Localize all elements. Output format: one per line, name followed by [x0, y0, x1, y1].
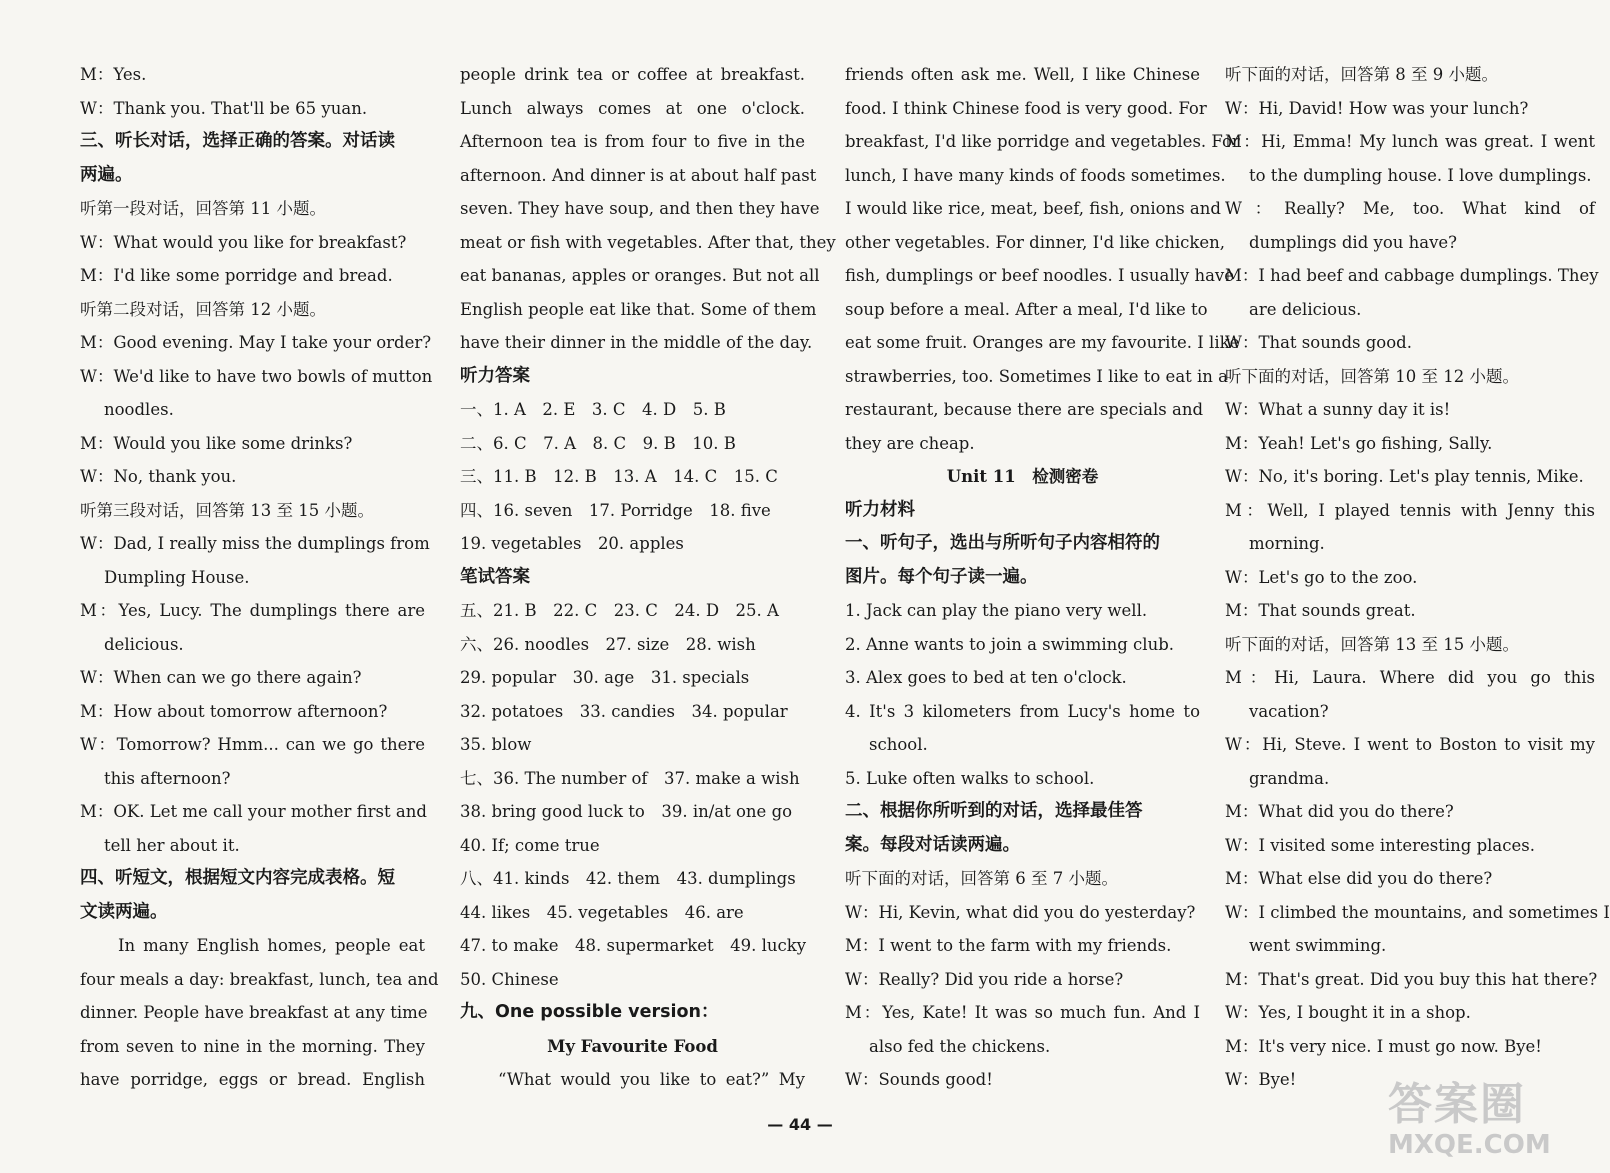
- text-line: four meals a day: breakfast, lunch, tea and: [80, 969, 439, 989]
- text-line: W：What a sunny day it is!: [1225, 400, 1451, 419]
- text-line: M：Good evening. May I take your order?: [80, 333, 432, 352]
- text-line: W：Sounds good!: [845, 1070, 993, 1089]
- text-line: friends often ask me. Well, I like Chinese: [845, 65, 1200, 84]
- text-line: are delicious.: [1249, 299, 1362, 319]
- section-heading: 听力材料: [845, 499, 915, 520]
- page-number: — 44 —: [767, 1115, 833, 1134]
- text-line: 5. Luke often walks to school.: [845, 768, 1095, 788]
- text-line: W：No, thank you.: [80, 467, 237, 486]
- text-line: W：Hi, David! How was your lunch?: [1225, 98, 1529, 118]
- text-line: M：What else did you do there?: [1225, 869, 1493, 888]
- text-line: 听下面的对话，回答第 8 至 9 小题。: [1225, 65, 1498, 84]
- text-line: 40. If; come true: [460, 835, 600, 855]
- text-line: 听下面的对话，回答第 6 至 7 小题。: [845, 869, 1118, 888]
- text-line: delicious.: [104, 634, 184, 654]
- text-line: M：Would you like some drinks?: [80, 433, 353, 453]
- section-heading: 图片。每个句子读一遍。: [845, 566, 1038, 587]
- text-line: 五、21. B 22. C 23. C 24. D 25. A: [460, 601, 779, 620]
- text-line: 35. blow: [460, 735, 532, 754]
- text-line: W：What would you like for breakfast?: [80, 232, 407, 252]
- text-line: 44. likes 45. vegetables 46. are: [460, 902, 744, 922]
- text-line: W：Dad, I really miss the dumplings from: [80, 534, 430, 553]
- section-heading: 三、听长对话，选择正确的答案。对话读: [80, 131, 395, 151]
- text-line: school.: [869, 735, 928, 754]
- text-line: W：Really? Me, too. What kind of: [1225, 199, 1595, 218]
- text-line: noodles.: [104, 400, 174, 419]
- text-line: 3. Alex goes to bed at ten o'clock.: [845, 668, 1127, 687]
- text-line: 一、1. A 2. E 3. C 4. D 5. B: [460, 400, 726, 419]
- text-line: food. I think Chinese food is very good. For: [845, 98, 1207, 118]
- text-line: 1. Jack can play the piano very well.: [845, 601, 1148, 620]
- watermark-url: MXQE.COM: [1388, 1130, 1551, 1160]
- text-line: W：Yes, I bought it in a shop.: [1225, 1003, 1471, 1022]
- text-line: W：I visited some interesting places.: [1225, 835, 1535, 855]
- watermark-logo: [1388, 1080, 1578, 1166]
- text-line: English people eat like that. Some of them: [460, 299, 817, 319]
- text-line: W：I climbed the mountains, and sometimes I: [1225, 902, 1610, 922]
- column-4: [1225, 58, 1610, 1097]
- text-line: M：What did you do there?: [1225, 802, 1454, 821]
- text-line: restaurant, because there are specials and: [845, 400, 1204, 419]
- text-line: 听下面的对话，回答第 13 至 15 小题。: [1225, 634, 1519, 654]
- text-line: W：Really? Did you ride a horse?: [845, 969, 1124, 989]
- text-line: 32. potatoes 33. candies 34. popular: [460, 701, 788, 721]
- text-line: lunch, I have many kinds of foods sometimes.: [845, 165, 1226, 185]
- text-line: M：Yeah! Let's go fishing, Sally.: [1225, 433, 1493, 453]
- section-heading: 文读两遍。: [80, 901, 168, 922]
- text-line: W：No, it's boring. Let's play tennis, Mike.: [1225, 467, 1584, 486]
- section-heading: 二、根据你所听到的对话，选择最佳答: [845, 801, 1143, 821]
- text-line: 19. vegetables 20. apples: [460, 534, 684, 553]
- text-line: W：That sounds good.: [1225, 333, 1412, 352]
- text-line: have porridge, eggs or bread. English: [80, 1070, 425, 1089]
- text-line: M：Yes, Lucy. The dumplings there are: [80, 601, 425, 620]
- text-line: also fed the chickens.: [869, 1036, 1051, 1056]
- text-line: W：Tomorrow? Hmm... can we go there: [80, 735, 425, 754]
- text-line: M：How about tomorrow afternoon?: [80, 701, 388, 721]
- text-line: 六、26. noodles 27. size 28. wish: [460, 634, 756, 654]
- text-line: 八、41. kinds 42. them 43. dumplings: [460, 869, 796, 888]
- text-line: other vegetables. For dinner, I'd like chicken,: [845, 232, 1226, 252]
- section-heading: 四、听短文，根据短文内容完成表格。短: [80, 868, 395, 888]
- text-line: Lunch always comes at one o'clock.: [460, 98, 805, 118]
- text-line: morning.: [1249, 534, 1325, 553]
- text-line: 29. popular 30. age 31. specials: [460, 668, 750, 687]
- column-1: [80, 58, 439, 1097]
- text-line: went swimming.: [1249, 936, 1387, 955]
- text-line: M：OK. Let me call your mother first and: [80, 802, 427, 821]
- text-line: to the dumpling house. I love dumplings.: [1249, 165, 1592, 185]
- text-line: Dumpling House.: [104, 567, 250, 587]
- text-line: M：That sounds great.: [1225, 601, 1416, 620]
- text-line: M：Well, I played tennis with Jenny this: [1225, 500, 1595, 520]
- text-line: M：Hi, Laura. Where did you go this: [1225, 668, 1595, 687]
- text-line: In many English homes, people eat: [118, 936, 425, 955]
- text-line: W：Let's go to the zoo.: [1225, 567, 1418, 587]
- text-line: W：Hi, Steve. I went to Boston to visit my: [1225, 735, 1595, 754]
- text-line: M：I had beef and cabbage dumplings. They: [1225, 266, 1599, 285]
- text-line: this afternoon?: [104, 768, 231, 788]
- centered-title: Unit 11 检测密卷: [946, 467, 1099, 486]
- text-line: 三、11. B 12. B 13. A 14. C 15. C: [460, 467, 778, 486]
- text-line: M：I went to the farm with my friends.: [845, 936, 1172, 955]
- text-line: W：We'd like to have two bowls of mutton: [80, 366, 433, 386]
- text-line: meat or fish with vegetables. After that, they: [460, 232, 836, 252]
- section-heading: 一、听句子，选出与所听句子内容相符的: [845, 533, 1160, 553]
- text-line: Afternoon tea is from four to five in the: [460, 132, 805, 151]
- text-line: grandma.: [1249, 768, 1330, 788]
- text-line: 四、16. seven 17. Porridge 18. five: [460, 500, 771, 520]
- text-line: dinner. People have breakfast at any time: [80, 1003, 428, 1022]
- text-line: 二、6. C 7. A 8. C 9. B 10. B: [460, 433, 736, 453]
- section-heading: 听力答案: [460, 365, 530, 386]
- text-line: 2. Anne wants to join a swimming club.: [845, 634, 1175, 654]
- text-line: 47. to make 48. supermarket 49. lucky: [460, 936, 807, 955]
- text-line: eat some fruit. Oranges are my favourite. I like: [845, 333, 1240, 352]
- text-line: strawberries, too. Sometimes I like to eat in a: [845, 366, 1229, 386]
- text-line: afternoon. And dinner is at about half past: [460, 165, 817, 185]
- text-line: 听下面的对话，回答第 10 至 12 小题。: [1225, 366, 1519, 386]
- text-line: M：That's great. Did you buy this hat there?: [1225, 969, 1598, 989]
- text-line: M：It's very nice. I must go now. Bye!: [1225, 1036, 1542, 1056]
- text-line: 4. It's 3 kilometers from Lucy's home to: [845, 701, 1200, 721]
- text-line: W：Hi, Kevin, what did you do yesterday?: [845, 902, 1196, 922]
- column-2: [460, 58, 836, 1097]
- text-line: M：I'd like some porridge and bread.: [80, 266, 393, 285]
- text-line: 七、36. The number of 37. make a wish: [460, 768, 800, 788]
- column-3: [845, 58, 1240, 1097]
- text-line: have their dinner in the middle of the day.: [460, 333, 813, 352]
- text-line: 38. bring good luck to 39. in/at one go: [460, 802, 793, 821]
- text-line: dumplings did you have?: [1249, 232, 1458, 252]
- section-heading: 九、One possible version：: [460, 1002, 719, 1022]
- text-line: eat bananas, apples or oranges. But not all: [460, 266, 820, 285]
- text-line: people drink tea or coffee at breakfast.: [460, 65, 805, 84]
- text-line: 50. Chinese: [460, 969, 559, 989]
- text-line: W：When can we go there again?: [80, 668, 362, 687]
- section-heading: 两遍。: [80, 164, 133, 185]
- text-line: “What would you like to eat?” My: [498, 1070, 805, 1089]
- text-line: they are cheap.: [845, 433, 975, 453]
- text-line: 听第三段对话，回答第 13 至 15 小题。: [80, 500, 374, 520]
- text-line: 听第二段对话，回答第 12 小题。: [80, 299, 326, 319]
- text-line: from seven to nine in the morning. They: [80, 1036, 425, 1056]
- text-line: W：Thank you. That'll be 65 yuan.: [80, 98, 368, 118]
- text-line: W：Bye!: [1225, 1070, 1297, 1089]
- text-line: I would like rice, meat, beef, fish, onions and: [845, 199, 1221, 218]
- text-line: M：Yes.: [80, 65, 147, 84]
- text-line: tell her about it.: [104, 835, 240, 855]
- section-heading: 笔试答案: [460, 566, 530, 587]
- text-line: vacation?: [1249, 701, 1329, 721]
- text-line: M：Hi, Emma! My lunch was great. I went: [1225, 132, 1595, 151]
- text-line: soup before a meal. After a meal, I'd like to: [845, 299, 1208, 319]
- text-line: breakfast, I'd like porridge and vegetables. For: [845, 132, 1240, 151]
- watermark-text: 答案圈: [1388, 1079, 1526, 1130]
- text-line: M：Yes, Kate! It was so much fun. And I: [845, 1003, 1200, 1022]
- section-heading: 案。每段对话读两遍。: [845, 834, 1020, 855]
- text-line: 听第一段对话，回答第 11 小题。: [80, 199, 326, 218]
- centered-title: My Favourite Food: [547, 1036, 718, 1056]
- text-line: seven. They have soup, and then they have: [460, 199, 820, 218]
- text-line: fish, dumplings or beef noodles. I usually have: [845, 266, 1234, 285]
